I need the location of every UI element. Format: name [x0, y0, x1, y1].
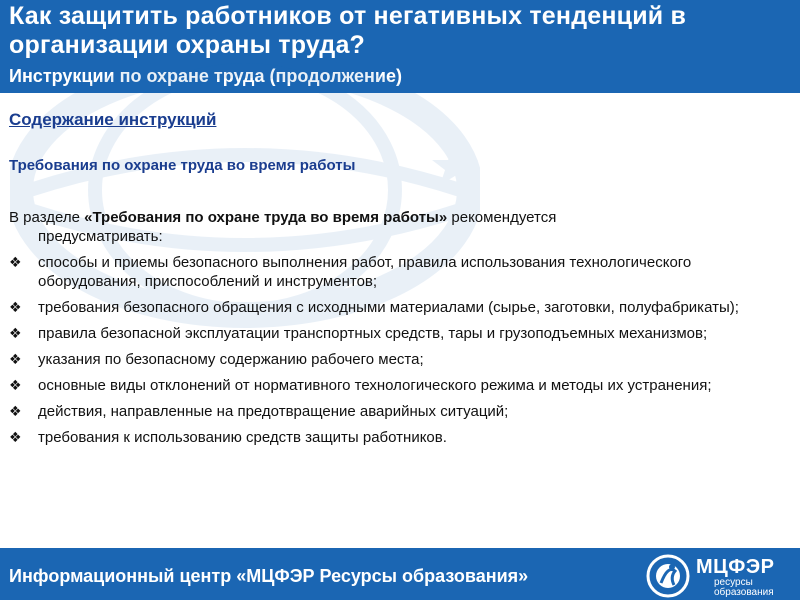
list-item-text: указания по безопасному содержанию рабочего места; [38, 351, 424, 368]
requirements-list [0, 253, 760, 454]
slide-title: Как защитить работников от негативных тенденций в организации охраны труда? [9, 2, 687, 59]
intro-suffix: рекомендуется [447, 209, 557, 226]
list-item-text: способы и приемы безопасного выполнения работ, правила использования технологического оборудования, приспособлений и инструментов; [38, 254, 692, 290]
diamond-bullet-icon: ❖ [9, 403, 22, 419]
list-item-text: требования к использованию средств защиты работников. [38, 429, 447, 446]
list-item [0, 402, 760, 421]
mcfer-logo [644, 553, 792, 599]
diamond-bullet-icon: ❖ [9, 325, 22, 341]
list-item [0, 298, 760, 317]
list-item [0, 253, 760, 291]
intro-line2: предусматривать: [38, 228, 163, 245]
list-item-text: требования безопасного обращения с исходными материалами (сырье, заготовки, полуфабрикаты); [38, 299, 739, 316]
diamond-bullet-icon: ❖ [9, 351, 22, 367]
list-item-text: основные виды отклонений от нормативного технологического режима и методы их устранения; [38, 377, 712, 394]
list-item [0, 350, 760, 369]
list-item [0, 428, 760, 447]
logo-emblem-icon [646, 553, 692, 599]
list-item-text: действия, направленные на предотвращение аварийных ситуаций; [38, 403, 509, 420]
slide-footer [0, 551, 800, 600]
section-title: Содержание инструкций [9, 110, 217, 129]
slide-header [0, 0, 800, 93]
list-item [0, 324, 760, 343]
intro-paragraph [9, 208, 679, 246]
list-item [0, 376, 760, 395]
logo-name: МЦФЭР [696, 556, 775, 578]
diamond-bullet-icon: ❖ [9, 254, 22, 270]
requirements-heading: Требования по охране труда во время работы [9, 157, 356, 174]
diamond-bullet-icon: ❖ [9, 299, 22, 315]
diamond-bullet-icon: ❖ [9, 429, 22, 445]
logo-subtitle-1: ресурсы [714, 577, 753, 588]
logo-subtitle-2: образования [714, 587, 774, 598]
footer-text: Информационный центр «МЦФЭР Ресурсы образования» [9, 566, 529, 586]
intro-bold: «Требования по охране труда во время работы» [84, 209, 448, 226]
diamond-bullet-icon: ❖ [9, 377, 22, 393]
slide-subtitle: Инструкции по охране труда (продолжение) [9, 66, 403, 86]
intro-prefix: В разделе [9, 209, 85, 226]
list-item-text: правила безопасной эксплуатации транспортных средств, тары и грузоподъемных механизмов; [38, 325, 708, 342]
